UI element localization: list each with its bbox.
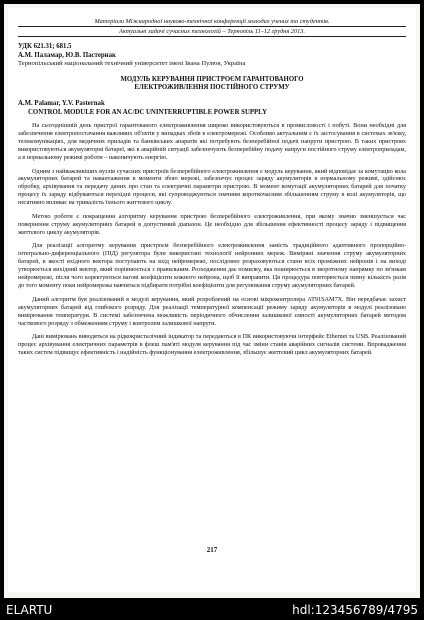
paragraph: Дані вимірювань виводяться на рідкокристалічний індикатор та передаються в ПК використовуючи інтерфейс Ethernet та USB. Реалізований процес архівування електричних параметрів в флеш пам'яті модуля керування під час зміни станів аварійних сигналів системи. Впровадження таких систем підвищує ефективність і надійність функціонування електроживлення, збільшує життєвий цикл акумуляторних батарей. [18, 333, 406, 356]
page-frame [8, 8, 416, 592]
authors-en: A.M. Palamar, Y.V. Pasternak [18, 99, 105, 107]
article-body [18, 122, 406, 357]
paragraph: Одним з найважливіших вузлів сучасних пристроїв безперебійного електроживлення є модуль керування, який відповідає за комутацію кола акумуляторних батарей та навантаження в моменти збою мережі, забезпечує процес заряду акумуляторів в нормальному режимі, здійснює обробку, архівування та передачу даних про стан та електричні параметри пристрою. В момент комутації акумуляторних батарей для початку процесу їх заряду відбуваються перехідні процеси, які супроводжуються значним короткочасним збільшенням струму в колі акумуляторів, що негативно впливає на тривалість їхнього життєвого циклу. [18, 167, 406, 207]
repository-name: ELARTU [6, 603, 53, 617]
paragraph: Для реалізації алгоритму керування пристроєм безперебійного електроживлення замість традиційного адаптивного пропорційно-інтегрально-диференціального (ПІД) регулятора були використані технології нейронних мереж. Виміряні значення струму акумуляторних батарей, в якості вхідного вектора поступають на вхід нейромережі, послідовно розраховуються стани всіх проміжних нейронів і на виході утворюється вихідний вектор, який порівнюється з правильним. Розходження дає помилку, яка поширюється в зворотному напрямку по зв'язкам нейромережі, після чого коректуються вагові коефіцієнти кожного нейрона, щоб її виправити. Ця процедура повторюється певну кількість разів до того моменту поки нейромережа навчиться підбирати потрібні коефіцієнти для регулювання струму акумуляторних батарей. [18, 242, 406, 290]
paragraph: Даний алгоритм був реалізований в модулі керування, який розроблений на основі мікроконтролера AT91SAM7X. Він передбачає захист акумуляторних батарей від глибокого розряду. Для реалізації температурної компенсації режиму заряду акумуляторів в модулі реалізовано вимірювання температури. В системі забезпечена можливість періодичного обчислення залишкової ємності акумуляторних батарей методом часткового розряду з обмеженням струму і контролем залишкової напруги. [18, 295, 406, 327]
handle-identifier: hdl:123456789/4795 [292, 603, 418, 617]
title-ua-line1: МОДУЛЬ КЕРУВАННЯ ПРИСТРОЄМ ГАРАНТОВАНОГО [120, 75, 304, 83]
header-rule [18, 26, 406, 27]
title-en: CONTROL MODULE FOR AN AC/DC UNINTERRUPTIBLE POWER SUPPLY [28, 108, 267, 116]
page-number: 217 [206, 546, 218, 554]
paragraph: На сьогоднішній день пристрої гарантованого електроживлення широко використовуються в промисловості і побуті. Вони необхідні для забезпечення електропостачання важливих об'єктів у випадках збоїв в електромережі. Особливо актуальним є їх застосування в системах зв'язку, телекомунікаціях, для медичних приладів та банківських апаратів які потребують безперебійної подачі напруги пристрою. В таких пристроях використовуються акумуляторні батареї, які в аварійній ситуації забезпечують безперебійну подачу напруги постійного струму електроприладам, а в нормальному режимі роботи – накопичують енергію. [18, 122, 406, 161]
running-header-line1: Матеріали Міжнародної науково-технічної конференції молодих учених та студентів. [94, 18, 330, 25]
running-header-line2: Актуальні задачі сучасних технологій – Тернопіль 11–12 грудня 2013. [119, 28, 305, 35]
header-rule-bottom [18, 36, 406, 37]
paragraph: Метою роботи є покращення алгоритму керування пристрою безперебійного електроживлення, при якому значно зменшується час повернення струму акумуляторних батарей в допустимий діапазон. Це необхідно для збільшення ефективності процесу заряду і підвищення життєвого циклу акумуляторів. [18, 212, 406, 236]
udk-code: УДК 621.31; 681.5 [18, 43, 72, 50]
scanned-page [4, 4, 420, 598]
page-content [18, 18, 406, 582]
authors-ua: А.М. Паламар, Ю.В. Пастернак [18, 51, 116, 59]
title-ua-line2: ЕЛЕКТРОЖИВЛЕННЯ ПОСТІЙНОГО СТРУМУ [134, 84, 290, 92]
affiliation: Тернопільський національний технічний університет імені Івана Пулюя, Україна [18, 60, 246, 68]
repository-footer-bar [0, 600, 424, 620]
